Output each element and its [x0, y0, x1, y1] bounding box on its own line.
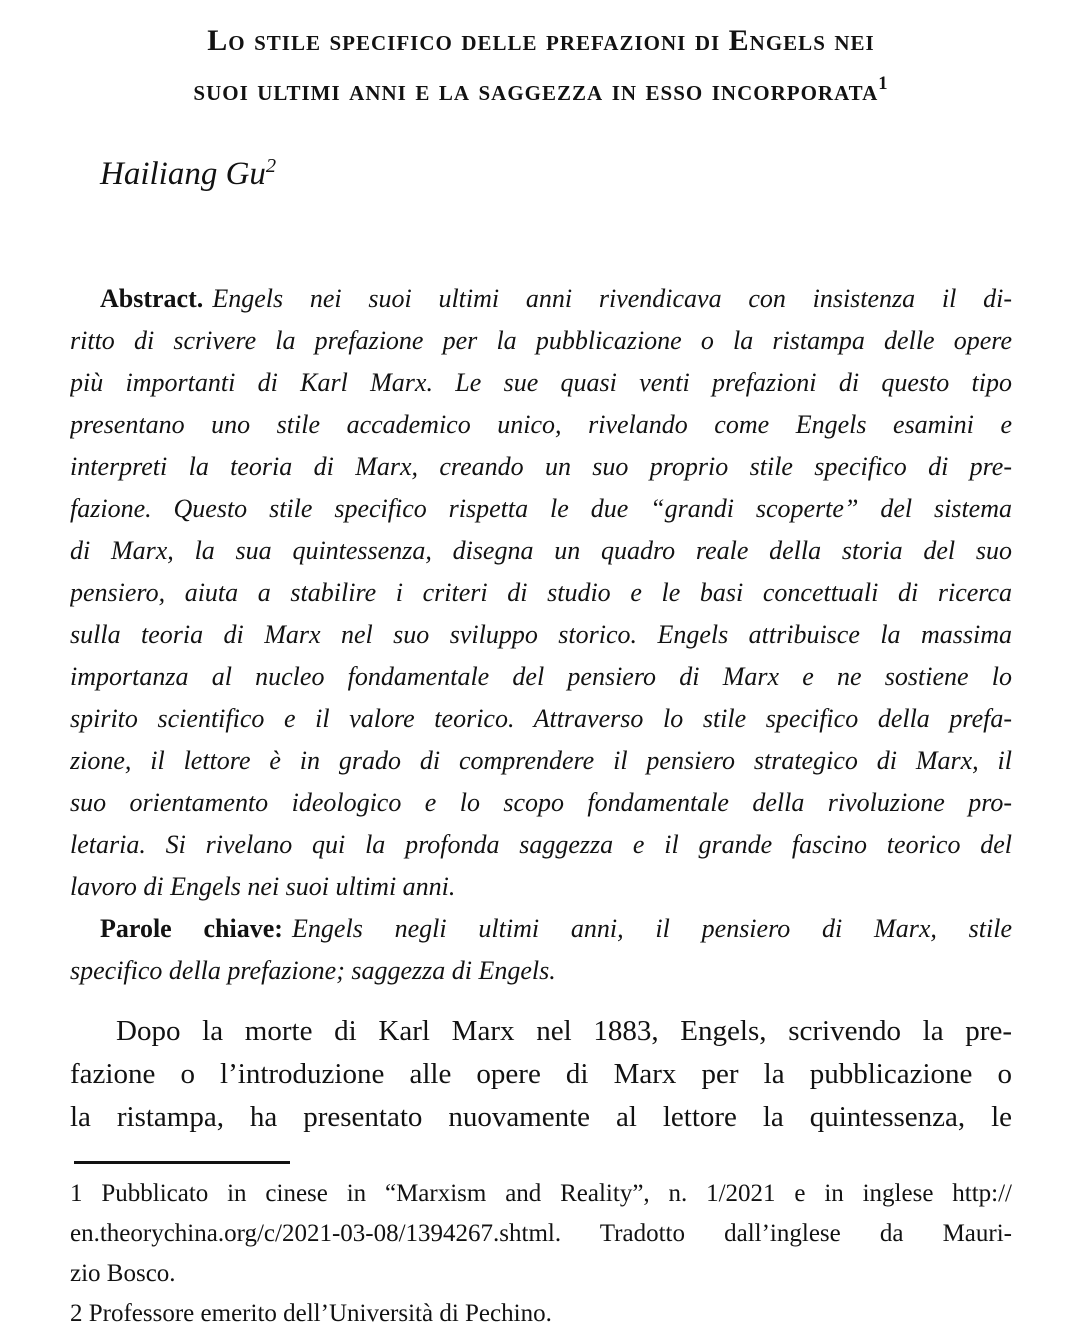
abstract-line: fazione. Questo stile specifico rispetta le due “grandi scoperte” del sistema: [70, 494, 1012, 523]
abstract-line: zione, il lettore è in grado di comprendere il pensiero strategico di Marx, il: [70, 746, 1012, 775]
footnote-line: 1 Pubblicato in cinese in “Marxism and Reality”, n. 1/2021 e in inglese http://: [70, 1180, 1012, 1207]
keywords-line: [70, 908, 1012, 950]
footnote-line: 2 Professore emerito dell’Università di Pechino.: [70, 1300, 552, 1327]
keywords-line: specifico della prefazione; saggezza di Engels.: [70, 956, 556, 985]
abstract-line: presentano uno stile accademico unico, rivelando come Engels esamini e: [70, 410, 1012, 439]
abstract-line: suo orientamento ideologico e lo scopo fondamentale della rivoluzione pro-: [70, 788, 1012, 817]
body-line: Dopo la morte di Karl Marx nel 1883, Engels, scrivendo la pre-: [116, 1015, 1012, 1047]
abstract-line: letaria. Si rivelano qui la profonda saggezza e il grande fascino teorico del: [70, 830, 1012, 859]
footnote-separator-rule: [74, 1161, 290, 1164]
keywords-line-text: Engels negli ultimi anni, il pensiero di Marx, stile: [292, 914, 1012, 943]
abstract-line: più importanti di Karl Marx. Le sue quasi venti prefazioni di questo tipo: [70, 368, 1012, 397]
abstract-line: di Marx, la sua quintessenza, disegna un quadro reale della storia del suo: [70, 536, 1012, 565]
abstract-line: ritto di scrivere la prefazione per la pubblicazione o la ristampa delle opere: [70, 326, 1012, 355]
abstract-line: lavoro di Engels nei suoi ultimi anni.: [70, 872, 456, 901]
footnote-line: zio Bosco.: [70, 1260, 176, 1287]
author-footnote-ref: 2: [265, 155, 277, 177]
abstract-line-text: Engels nei suoi ultimi anni rivendicava con insistenza il di-: [212, 284, 1012, 313]
abstract-line: [70, 278, 1012, 320]
body-paragraph: [70, 1010, 1012, 1139]
author-byline: [100, 152, 1012, 196]
abstract-line: sulla teoria di Marx nel suo sviluppo storico. Engels attribuisce la massima: [70, 620, 1012, 649]
title-footnote-ref: 1: [878, 73, 889, 94]
title-line-2: [70, 66, 1012, 116]
abstract-label: Abstract.: [100, 284, 204, 313]
title-line-2-text: suoi ultimi anni e la saggezza in esso incorporata: [193, 74, 879, 107]
abstract-line: importanza al nucleo fondamentale del pensiero di Marx e ne sostiene lo: [70, 662, 1012, 691]
abstract-line: pensiero, aiuta a stabilire i criteri di studio e le basi concettuali di ricerca: [70, 578, 1012, 607]
body-line: fazione o l’introduzione alle opere di Marx per la pubblicazione o: [70, 1058, 1012, 1090]
article-title: [70, 16, 1012, 116]
footnote-1: [70, 1174, 1012, 1294]
title-line-1: [70, 16, 1012, 66]
abstract-line: interpreti la teoria di Marx, creando un suo proprio stile specifico di pre-: [70, 452, 1012, 481]
abstract-line: spirito scientifico e il valore teorico. Attraverso lo stile specifico della prefa-: [70, 704, 1012, 733]
author-name: Hailiang Gu: [100, 156, 266, 192]
footnote-line: en.theorychina.org/c/2021-03-08/1394267.shtml. Tradotto dall’inglese da Mauri-: [70, 1220, 1012, 1247]
footnotes-section: [70, 1161, 1012, 1334]
footnote-2: [70, 1294, 1012, 1334]
keywords-paragraph: [70, 908, 1012, 992]
abstract-paragraph: [70, 278, 1012, 908]
keywords-label: Parole chiave:: [100, 914, 283, 943]
title-line-1-text: Lo stile specifico delle prefazioni di Engels nei: [207, 24, 875, 57]
body-line: la ristampa, ha presentato nuovamente al lettore la quintessenza, le: [70, 1101, 1012, 1133]
